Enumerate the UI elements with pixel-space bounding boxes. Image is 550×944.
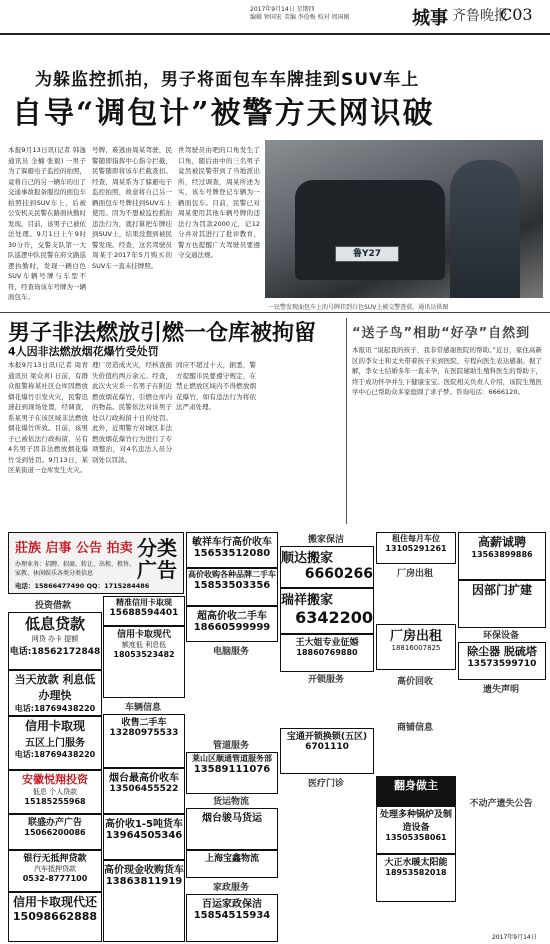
section-heading: 环保设备 [482,631,519,641]
classified-banner [8,532,184,594]
ad-card: 信用卡取现代 额度低 利息低 18053523482 [103,626,185,698]
story2-subhead: 4人因非法燃放烟花爆竹受处罚 [8,345,159,358]
ad-card: 除尘器 脱硫塔 13573599710 [458,642,546,680]
story1-headline: 自导“调包计”被警方天网识破 [12,96,435,131]
banner-phone: 电话：15866477490 QQ：1715284486 [15,582,150,590]
license-plate: 鲁Y27 [335,246,399,262]
ad-card: 王大姐专业征婚 18860769880 [280,634,374,672]
side-headline: “送子鸟”相助“好孕”自然到 [352,326,531,341]
ad-card: 银行无抵押贷款 汽车抵押贷款 0532-8777100 [8,850,102,892]
story2-headline: 男子非法燃放引燃一仓库被拘留 [8,320,317,346]
section-name: 城事 [412,8,448,29]
ad-card: 厂房出租 18816007825 [376,624,456,670]
ad-card: 收售二手车 13280975533 [103,714,185,768]
ad-card: 大正水暖太阳能 18953582018 [376,854,456,902]
section-rule [0,312,550,313]
side-text: 本报讯 “说起我的孩子，我非常感谢医院的帮助。”近日，家住高新区的李女士和丈夫带着孩子来到医院，专程向医生表达感谢。据了解，李女士结婚多年一直未孕，在医院辅助生殖科医生的帮助下，终于成功怀孕并生下健康宝宝。医院相关负责人介绍，该院生殖医学中心已帮助众多家庭圆了求子梦。咨询电话：6666120。 [352,346,542,396]
ad-card: 宝通开锁换锁(五区) 6701110 [280,728,374,774]
section-heading: 开锁服务 [307,675,344,685]
ad-card: 高价现金收购货车 13863811919 [103,860,185,942]
section-heading: 管道服务 [212,741,249,751]
ad-card: 翻身做主 [376,776,456,806]
story1-col2: 号牌，难逃由周某驾驶，民警随即指挥中心指令拦截，民警随即将该车拦截查扣。经查，周某系为了躲避电子监控拍照，故意将自己另一辆面包车号牌挂到SUV车上使用。因为不想被监控抓拍违法行为，就打算把车牌挂到SUV上，结果没想到被民警发现。经查，这名驾驶员周某于2017年5月购买的SUV车一直未挂牌照。 [92,146,172,270]
story1-kicker: 为躲监控抓拍，男子将面包车车牌挂到SUV车上 [35,70,420,90]
banner-line: 办理业务：招聘、招商、转让、出租、租售、家教、休闲娱乐各类分类信息 [15,561,136,577]
section-invest: 投资借款 [34,601,71,611]
ad-card: 当天放款 利息低 办理快 电话:18769438220 [8,670,102,716]
section-heading: 高价回收 [396,677,433,687]
ad-card: 高价收1-5吨货车 13964505346 [103,814,185,860]
header-meta [250,6,400,22]
story2-col3: 间应不超过十天，据悉，警方提醒市民要遵守规定，在禁止燃放区域内不得燃放烟花爆竹，如有违法行为将依法严肃处理。 [176,361,256,411]
ad-card: 信用卡取现代还 15098662888 [8,892,102,942]
date-line: 2017年9月14日 星期四 [250,6,315,13]
ad-card: 百运家政保洁 15854515934 [186,894,278,942]
ad-card: 顺达搬家 6660266 [280,546,374,588]
section-heading: 厂房出租 [396,569,433,579]
section-heading: 医疗门诊 [307,779,344,789]
ad-card: 联盛办产广告 15066200086 [8,814,102,850]
section-heading: 车辆信息 [124,703,161,713]
section-heading: 不动产遗失公告 [469,799,533,809]
news-photo [265,140,543,298]
section-heading: 家政服务 [212,883,249,893]
section-heading: 商铺信息 [396,723,433,733]
story2-col2: 理厂房造成火灾，经核查损失价值约两万余元。经查，此次火灾系一名男子在附近燃放烟花爆竹，引燃仓库内的物品。民警依法对该男子处以行政拘留十日的处罚。此外，近期警方对城区非法燃放烟花爆竹行为进行了专项整治，对4名违法人员分别处以罚款。 [92,361,172,464]
section-heading: 电脑服务 [212,647,249,657]
ad-card: 处理多种锅炉及制造设备 13505358061 [376,806,456,854]
ad-card: 精准信用卡取现 15688594401 [103,596,185,626]
ad-card: 安徽悦翔投资 低息 个人贷款 15185255968 [8,770,102,814]
section-heading: 货运物流 [212,797,249,807]
photo-caption: 一民警发现面包车上的号牌挂到白色SUV上被交警查获。通讯员供图 [268,304,449,311]
footer-date: 2017年9月14日 [492,934,537,941]
ad-card: 烟台骏马货运 [186,808,278,850]
ad-card: 高薪诚聘 13563899886 [458,532,546,580]
ad-card: 信用卡取现 五区上门服务 电话:18769438220 [8,716,102,770]
story1-col1: 本报9月13日讯(记者 韩逸 通讯员 全楠 张毅) 一男子为了躲避电子监控的拍照，竟将自己的另一辆车的出了交通事故报备服役的面包车拍照挂到SUV车上，后被公安机关民警在路面执勤时发现。目前，该男子已被依法处理。9月1日上午9时30分许，交警支队第一大队巡逻中队民警在府文路巡逻执勤时，发现一辆白色SUV车辆号牌与车型不符，经查询该车号牌为一辆面包车。 [8,146,86,301]
paper-name: 齐鲁晚报 [452,8,508,24]
column-divider [346,318,347,524]
section-heading: 搬家保洁 [307,535,344,545]
ad-card: 因部门扩建 [458,580,546,628]
ad-card: 超高价收二手车 18660599999 [186,606,278,642]
ad-card: 敏祥车行高价收车 15653512080 [186,532,278,568]
ad-card: 高价收购各种品牌二手车 15853503356 [186,568,278,606]
page-number: C03 [500,5,533,24]
header-rule [0,33,550,35]
ad-card: 莱山区顺通管道服务部 13589111076 [186,752,278,794]
police-officer [450,160,520,298]
ad-card: 租住每月车位 13105291261 [376,532,456,564]
classified-section [0,528,550,944]
story2-col1: 本报9月13日讯(记者 周青 通讯员 梁众喜) 日前，有群众报警称某社区仓库因燃放烟花爆竹引发火灾，民警迅速赶到现场处置，经调查，系某男子在该区域非法燃放烟花爆竹所致。目前，该男子已被依法行政拘留，另有4名男子因非法燃放烟花爆竹受到处罚。9月13日，某区某街道一仓库发生火灾。 [8,361,88,474]
suv-car [295,180,445,280]
ad-card: 瑞祥搬家 6342200 [280,588,374,634]
story1-col3: 世驾驶员由吧的口角发生了口角，随后由中的三名男子竟然被民警带到了当地派出所，经过调查，周某所述为实，该车号牌登记车辆为一辆面包车。目前，民警已对周某使用其他车辆号牌的违法行为罚款2000元，记12分并对其进行了批评教育，警方也提醒广大驾驶员要遵守交通法规。 [178,146,260,259]
ad-card: 烟台最高价收车 13506455522 [103,768,185,814]
section-heading: 遗失声明 [482,685,519,695]
banner-tag: 莊族 启事 公告 拍卖 [15,541,133,556]
banner-title: 分类广告 [137,536,177,582]
ad-card: 上海宝鑫物流 [186,850,278,878]
ad-card: 低息贷款 网贷 办卡 提额 电话:18562172848 [8,612,102,670]
editor-line: 编辑 钟国宏 美编 李俭梅 校对 周国刚 [250,14,350,21]
